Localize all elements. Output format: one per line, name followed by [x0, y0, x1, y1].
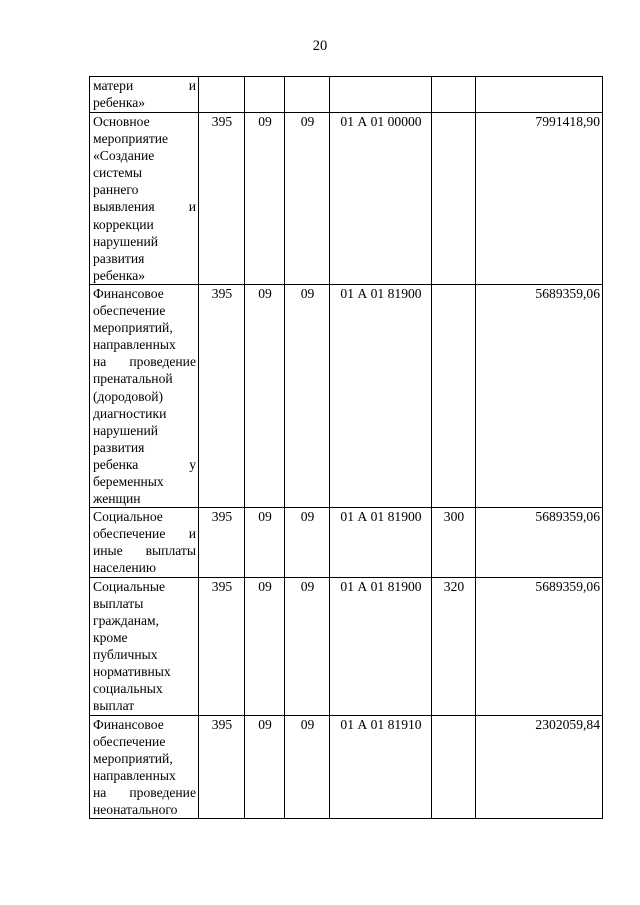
item-name-line: диагностики [93, 405, 167, 421]
cell-item-name [90, 715, 199, 819]
item-name-line: публичных [93, 646, 158, 662]
item-name-line: населению [93, 560, 157, 576]
item-name-line: мероприятий, [93, 750, 173, 766]
cell-target-article-code: 01 А 01 81900 [330, 577, 432, 715]
cell-grbs-code: 395 [199, 715, 245, 819]
cell-expense-type-code [432, 284, 476, 507]
item-name-line: ребенка у [93, 456, 196, 472]
page-number: 20 [312, 38, 328, 54]
cell-expense-type-code [432, 77, 476, 113]
cell-amount [476, 77, 603, 113]
table-row [90, 284, 603, 507]
item-name-line: мероприятие [93, 131, 169, 147]
table-row [90, 113, 603, 285]
item-name-line: обеспечение [93, 303, 166, 319]
item-name-line: (дородовой) [93, 388, 164, 404]
cell-section-code: 09 [245, 577, 285, 715]
item-name-line: неонатального [93, 802, 178, 817]
item-name-line: мероприятий, [93, 320, 173, 336]
table-row [90, 715, 603, 819]
cell-item-name [90, 577, 199, 715]
cell-expense-type-code [432, 715, 476, 819]
item-name-line: Социальное [93, 509, 163, 525]
cell-grbs-code: 395 [199, 284, 245, 507]
cell-expense-type-code [432, 113, 476, 285]
cell-grbs-code [199, 77, 245, 113]
item-name-line: выявления и [93, 199, 196, 215]
budget-table-body [90, 77, 603, 819]
item-name-line: развития [93, 439, 145, 455]
item-name-line: Основное [93, 114, 150, 129]
item-name-line: обеспечение [93, 733, 166, 749]
item-name-line: гражданам, [93, 612, 160, 628]
item-name-line: на проведение [93, 354, 196, 370]
item-name-line: кроме [93, 629, 128, 645]
cell-amount: 5689359,06 [476, 577, 603, 715]
item-name-line: «Создание [93, 148, 155, 164]
item-name-line: выплаты [93, 595, 144, 611]
cell-amount: 2302059,84 [476, 715, 603, 819]
cell-target-article-code [330, 77, 432, 113]
item-name-line: матери и [93, 78, 196, 93]
cell-expense-type-code: 300 [432, 508, 476, 577]
cell-expense-type-code: 320 [432, 577, 476, 715]
cell-item-name [90, 284, 199, 507]
item-name-line: ребенка» [93, 267, 146, 283]
cell-section-code: 09 [245, 113, 285, 285]
cell-subsection-code: 09 [285, 113, 330, 285]
table-row [90, 77, 603, 113]
cell-subsection-code: 09 [285, 577, 330, 715]
item-name-line: раннего [93, 182, 139, 198]
cell-section-code [245, 77, 285, 113]
item-name-line: нарушений [93, 233, 159, 249]
cell-item-name [90, 77, 199, 113]
item-name-line: на проведение [93, 784, 196, 800]
cell-target-article-code: 01 А 01 00000 [330, 113, 432, 285]
item-name-line: направленных [93, 337, 176, 353]
item-name-line: социальных [93, 681, 163, 697]
item-name-line: Финансовое [93, 285, 164, 301]
item-name-line: пренатальной [93, 371, 173, 387]
item-name-line: системы [93, 165, 143, 181]
cell-subsection-code [285, 77, 330, 113]
cell-subsection-code: 09 [285, 284, 330, 507]
item-name-line: ребенка» [93, 95, 146, 111]
item-name-line: выплат [93, 698, 135, 714]
cell-subsection-code: 09 [285, 715, 330, 819]
item-name-line: иные выплаты [93, 543, 196, 559]
cell-grbs-code: 395 [199, 508, 245, 577]
item-name-line: развития [93, 250, 145, 266]
cell-target-article-code: 01 А 01 81910 [330, 715, 432, 819]
cell-section-code: 09 [245, 508, 285, 577]
cell-amount: 5689359,06 [476, 284, 603, 507]
item-name-line: беременных [93, 473, 164, 489]
cell-item-name [90, 113, 199, 285]
table-row [90, 508, 603, 577]
item-name-line: обеспечение и [93, 526, 196, 542]
cell-section-code: 09 [245, 715, 285, 819]
budget-table [89, 76, 603, 819]
item-name-line: коррекции [93, 216, 154, 232]
table-row [90, 577, 603, 715]
cell-amount: 5689359,06 [476, 508, 603, 577]
cell-subsection-code: 09 [285, 508, 330, 577]
item-name-line: направленных [93, 767, 176, 783]
cell-section-code: 09 [245, 284, 285, 507]
cell-amount: 7991418,90 [476, 113, 603, 285]
cell-grbs-code: 395 [199, 577, 245, 715]
item-name-line: Финансовое [93, 716, 164, 732]
item-name-line: нормативных [93, 664, 171, 679]
cell-item-name [90, 508, 199, 577]
cell-target-article-code: 01 А 01 81900 [330, 508, 432, 577]
cell-target-article-code: 01 А 01 81900 [330, 284, 432, 507]
cell-grbs-code: 395 [199, 113, 245, 285]
item-name-line: женщин [93, 491, 141, 507]
item-name-line: нарушений [93, 422, 159, 438]
item-name-line: Социальные [93, 578, 165, 594]
